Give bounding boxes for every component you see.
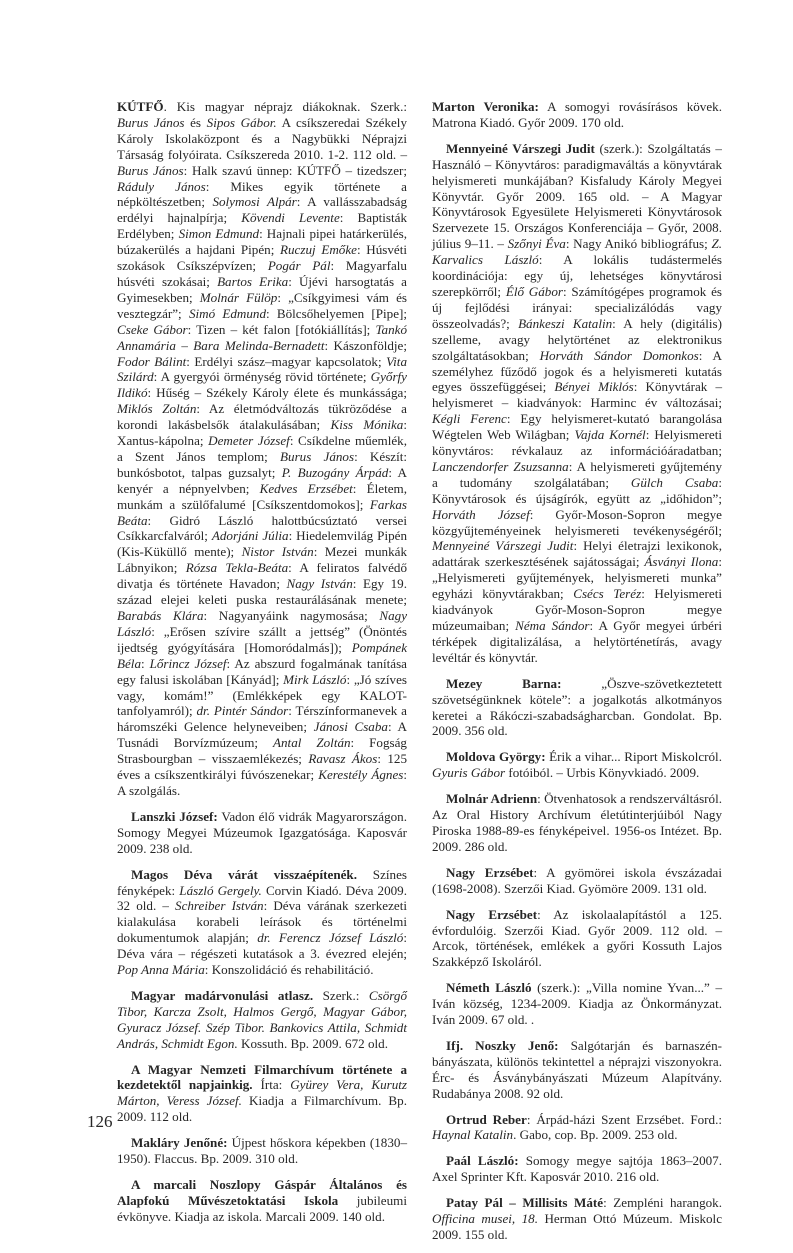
entry-text: (szerk.): Szolgáltatás – Használó – Könyvtáros: paradigmaváltás a könyvtárak helyismereti munkájában? Kisfaludy Károly Megyei Könyvtár. Győr 2009. 165 old. – A Magyar Könyvtárosok Egyesülete Helyismereti Könyvtárosok Szervezete 15. Országos Konferenciája – Győr, 2008. július 9–11. – [432, 140, 722, 252]
entry-name: Sipos Gábor. [206, 114, 277, 130]
entry-name: Nagy László [117, 608, 408, 639]
entry-name: Lőrincz József [149, 655, 227, 671]
entry-text: : Nagyanyáink nagymosása; [203, 608, 380, 623]
bibliography-entry [432, 141, 722, 666]
entry-text: : A kenyér a népnyelvben; [117, 464, 407, 496]
entry-text: Érik a vihar... Riport Miskolcról. [545, 749, 722, 765]
entry-name: Pogár Pál [267, 258, 331, 274]
entry-text: Színes fényképek: [117, 866, 407, 898]
entry-name: dr. Ferencz József László [257, 930, 404, 946]
entry-text: : Az abszurd fogalmának tanítása egy falusi iskolában [Kányád]; [117, 655, 407, 687]
entry-name: Farkas Beáta [117, 496, 407, 528]
entry-text: : Xantus-kápolna; [117, 417, 407, 449]
entry-text: : Tizen – két falon [fotókiállítás]; [187, 321, 376, 337]
bibliography-entry [117, 99, 407, 799]
entry-name: Simó Edmund [188, 305, 266, 321]
entry-name: Győrfy Ildikó [117, 369, 407, 401]
entry-name: Officina musei, 18. [432, 1211, 539, 1227]
bibliography-entry [432, 791, 722, 855]
entry-heading: Moldova György: [446, 749, 546, 765]
entry-text: : „Jó szíves vagy, komám!” (Emlékképek egy KALOT-tanfolyamról); [117, 671, 407, 719]
entry-name: Gyuris Gábor [432, 765, 506, 781]
entry-text: : Újévi harsogtatás a Gyimesekben; [117, 273, 407, 305]
entry-name: Nistor István [241, 544, 314, 560]
entry-name: Vita Szilárd [117, 353, 407, 385]
entry-text: : Könyvtárak – helyismeret – kiadványok: Harminc év változásai; [432, 379, 723, 411]
entry-name: Bényei Miklós [554, 379, 634, 395]
entry-text: : A szolgálás. [117, 767, 408, 798]
entry-name: Jánosi Csaba [313, 719, 388, 735]
entry-heading: Lanszki József: [131, 808, 218, 824]
entry-text: : Helyismereti könyvtáros: révkalauz az információáradatban; [432, 427, 722, 459]
entry-name: Horváth József [432, 506, 530, 522]
entry-text: : A lokális tudástermelés koordinációja: egy új, lehetséges könyvtárosi szerepkörről; [432, 252, 722, 299]
entry-name: P. Buzogány Árpád [281, 464, 389, 480]
bibliography-entry [432, 865, 722, 897]
entry-text: : A személyhez fűződő jogok és a helyismereti kutatás egyes összefüggései; [432, 347, 722, 395]
entry-text: : A gyömörei iskola évszázadai (1698-2008). Szerzői Kiad. Gyömöre 2009. 131 old. [432, 864, 722, 896]
entry-text: „Öszve-szövetkeztetett szövetségünknek kötele”: a jogalkotás alkotmányos keretei a Rákóczi-szabadságharcban. Gondolat. Bp. 2009. 356 old. [432, 675, 722, 739]
bibliography-entry [117, 809, 407, 857]
entry-name: Antal Zoltán [273, 735, 351, 751]
entry-name: Schreiber István [175, 898, 264, 914]
entry-name: Nagy István [286, 576, 353, 592]
entry-name: Haynal Katalin [432, 1127, 514, 1143]
entry-text: : Egy helyismeret-kutató barangolása Wégtelen Web Wilágban; [432, 411, 723, 443]
entry-text: Kossuth. Bp. 2009. 672 old. [237, 1035, 388, 1051]
entry-text: : Magyarfalu húsvéti szokásai; [117, 258, 407, 289]
entry-heading: Magos Déva várát visszaépítenék. [131, 866, 357, 882]
entry-heading: A marcali Noszlopy Gáspár Általános és Alapfokú Művészetoktatási Iskola [117, 1177, 407, 1208]
entry-heading: Ifj. Noszky Jenő: [446, 1037, 559, 1053]
entry-text: : Mikes egyik története a népköltészetben; [117, 178, 407, 210]
entry-text: : Győr-Moson-Sopron megye közgyűjteményeinek helyismereti tevékenységéről; [432, 506, 722, 538]
entry-text: : Húsvéti szokások Csíkszépvízen; [117, 242, 407, 274]
entry-text: : A Tusnádi Borvízmúzeum; [117, 719, 407, 751]
entry-text: Szerk.: [313, 987, 369, 1003]
right-column [432, 99, 722, 1253]
entry-text: : Bölcsőhelyemen [Pipe]; [266, 305, 408, 321]
entry-text: : Baptisták Erdélyben; [117, 210, 408, 242]
entry-name: Miklós Zoltán [117, 401, 197, 417]
entry-text: : Erdélyi szász–magyar kapcsolatok; [186, 353, 387, 369]
entry-text: : A vallásszabadság erdélyi hajnalpírja; [117, 194, 407, 226]
entry-text: (szerk.): „Villa nomine Yvan...” – Iván község, 1234-2009. Kiadja az Önkormányzat. Iván 2009. 67 old. . [432, 980, 722, 1028]
entry-text: : Déva vára – régészeti kutatások a 3. évezred elején; [117, 930, 407, 962]
entry-heading: Németh László [446, 980, 532, 996]
entry-text: : Fogság Strasbourgban – visszaemlékezés; [117, 735, 407, 767]
entry-name: Rózsa Tekla-Beáta [185, 560, 289, 576]
bibliography-entry [432, 99, 722, 131]
entry-name: Cseke Gábor [117, 321, 188, 337]
entry-text: : Hűség – Székely Károly élete és munkássága; [147, 385, 407, 401]
entry-heading: Mezey Barna: [446, 675, 562, 691]
bibliography-entry [117, 867, 407, 978]
entry-text: : Helyismereti kiadványok Győr-Moson-Sopron megye múzeumaiban; [432, 586, 722, 633]
bibliography-entry [432, 1153, 722, 1185]
entry-name: Burus János [117, 162, 184, 178]
entry-name: Z. Karvalics László [432, 236, 722, 268]
entry-name: Ruczuj Emőke [280, 242, 357, 258]
entry-name: Kövendi Levente [241, 210, 340, 226]
entry-text: Herman Ottó Múzeum. Miskolc 2009. 155 old. [432, 1211, 723, 1242]
entry-heading: Nagy Erzsébet [446, 864, 534, 880]
entry-name: Solymosi Alpár [212, 194, 297, 210]
entry-text: : A Győr megyei úrbéri térképek digitalizálása, a helytörténetírás, avagy levéltár és könyvtár. [432, 618, 722, 665]
entry-text: : Térszínformanevek a háromszéki Gelence helyneveiben; [117, 703, 407, 735]
entry-heading: Magyar madárvonulási atlasz. [131, 987, 314, 1003]
entry-text: . Gabo, cop. Bp. 2009. 253 old. [513, 1127, 678, 1143]
entry-text: Corvin Kiadó. Déva 2009. 32 old. – [117, 882, 408, 914]
bibliography-entry [117, 1177, 407, 1225]
entry-text: : Életem, munkám a szülőfalumé [Csíkszentdomokos]; [117, 480, 407, 512]
entry-name: Kedves Erzsébet [259, 480, 353, 496]
entry-name: Tankó Annamária – Bara Melinda-Bernadett [117, 321, 407, 353]
bibliography-entry [432, 676, 722, 740]
entry-name: Mennyeiné Várszegi Judit [432, 538, 574, 554]
entry-text: fotóiból. – Urbis Könyvkiadó. 2009. [505, 765, 700, 781]
entry-text: : Az iskolaalapítástól a 125. évfordulóig. Szerzői Kiad. Győr 2009. 112 old. – Arcok, történések, emlékek a győri Kossuth Lajos Szakképző Iskoláról. [432, 906, 723, 970]
entry-name: Gyürey Vera, Kurutz Márton, Veress József. [117, 1077, 408, 1109]
entry-text: : „Helyismereti gyűjtemények, helyismereti munka” egyházi könyvtárakban; [432, 554, 722, 602]
entry-text: : Árpád-házi Szent Erzsébet. Ford.: [526, 1111, 722, 1127]
entry-name: Barabás Klára [117, 608, 204, 623]
entry-name: Burus János [117, 114, 185, 130]
entry-name: Csécs Teréz [573, 586, 642, 602]
entry-name: Ásványi Ilona [644, 554, 719, 570]
entry-name: Ráduly János [117, 178, 206, 194]
entry-text: : Csíkdelne műemlék, a Szent János templom; [117, 433, 407, 464]
entry-text: : Konszolidáció és rehabilitáció. [204, 962, 374, 978]
entry-text: : „Csíkgyimesi vám és vesztegzár”; [117, 289, 407, 321]
entry-name: Lanczendorfer Zsuzsanna [432, 458, 569, 474]
entry-name: Fodor Bálint [117, 353, 187, 369]
entry-name: Pompánek Béla [117, 639, 407, 671]
entry-text: : Könyvtárosok és újságírók, együtt az „időhidon”; [432, 474, 722, 506]
entry-name: Ravasz Ákos [308, 751, 378, 767]
entry-text: : Egy 19. század elejei keleti puska restaurálásának menete; [117, 576, 407, 608]
entry-heading: Paál László: [446, 1153, 519, 1169]
entry-name: Bánkeszi Katalin [518, 315, 613, 331]
page-number: 126 [87, 1112, 113, 1131]
entry-name: Kiss Mónika [330, 417, 404, 433]
entry-text: : Zempléni harangok. [603, 1195, 722, 1211]
bibliography-entry [432, 907, 722, 971]
entry-name: Simon Edmund [178, 226, 260, 242]
entry-text: : 125 éves a csíkszentkirályi fúvószenekar; [117, 751, 407, 783]
bibliography-entry [117, 1062, 407, 1126]
entry-text: : Kászonföldje; [324, 337, 408, 353]
entry-name: Adorjáni Júlia [211, 528, 289, 544]
entry-name: Kégli Ferenc [432, 411, 507, 427]
entry-name: Szőnyi Éva [507, 236, 566, 252]
entry-heading: Ortrud Reber [446, 1111, 527, 1127]
entry-name: Gülch Csaba [630, 474, 719, 490]
entry-name: Demeter József [208, 433, 290, 449]
bibliography-entry [432, 1195, 722, 1243]
entry-text: : Helyi életrajzi lexikonok, adattárak szerkesztésének sajátosságai; [432, 538, 722, 570]
entry-text: : Számítógépes programok és új fejlődési irányai: specializálódás vagy összeolvadás?; [432, 283, 722, 331]
entry-name: Élő Gábor [505, 283, 563, 299]
bibliography-entry [117, 1135, 407, 1167]
entry-text: Újpest hőskora képekben (1830–1950). Flaccus. Bp. 2009. 310 old. [117, 1135, 407, 1167]
bibliography-entry [432, 1112, 722, 1144]
entry-text: Kiadja a Filmarchívum. Bp. 2009. 112 old. [117, 1093, 407, 1125]
entry-text: és [184, 114, 207, 130]
entry-name: Molnár Fülöp [199, 289, 278, 305]
entry-text: Salgótarján és barnaszén-bányászata, különös tekintettel a néprajzi viszonyokra. Érc- és Ásványbányászati Múzeum Alapítvány. Rudabánya 2008. 92 old. [432, 1037, 722, 1101]
entry-text: : Az életmódváltozás tükröződése a korondi lakásbelsők átalakulásában; [117, 401, 407, 433]
entry-text: : Halk szavú ünnep: KÚTFŐ – tizedszer; [183, 162, 407, 178]
entry-name: Vajda Kornél [574, 427, 646, 443]
entry-text: Írta: [252, 1077, 291, 1093]
entry-text: : Hajnali pipei határkerülés, búzakerülés a hajdani Pipén; [117, 226, 408, 258]
entry-name: Burus János [280, 448, 355, 464]
entry-text: Vadon élő vidrák Magyarországon. Somogy Megyei Múzeumok Igazgatósága. Kaposvár 2009. 238 old. [117, 808, 407, 856]
entry-text: : [141, 655, 150, 671]
entry-heading: KÚTFŐ [117, 99, 164, 114]
entry-heading: Marton Veronika: [432, 99, 539, 114]
entry-heading: Makláry Jenőné: [131, 1135, 228, 1151]
entry-name: dr. Pintér Sándor [196, 703, 289, 719]
entry-text: : Ötvenhatosok a rendszerváltásról. Az Oral History Archívum életútinterjúiból Nagy Piroska 1988-89-es fényképeivel. 1956-os Intézet. Bp. 2009. 286 old. [432, 791, 722, 854]
entry-name: László Gergely. [179, 882, 262, 898]
entry-heading: Nagy Erzsébet [446, 906, 538, 922]
entry-text: : A hely (digitális) szelleme, avagy helytörténet az elektronikus szolgáltatásokban; [432, 315, 722, 363]
entry-name: Kerestély Ágnes [318, 767, 404, 783]
entry-text: Somogy megye sajtója 1863–2007. Axel Sprinter Kft. Kaposvár 2010. 216 old. [432, 1153, 722, 1185]
entry-text: : A gyergyói örménység rövid története; [153, 369, 371, 385]
entry-text: jubileumi évkönyve. Kiadja az iskola. Marcali 2009. 140 old. [117, 1192, 407, 1224]
entry-name: Pop Anna Mária [117, 962, 205, 978]
entry-text: . Kis magyar néprajz diákoknak. Szerk.: [163, 99, 407, 114]
entry-text: : Gidró László halottbúcsúztató versei Csíkkarcfalváról; [117, 512, 407, 544]
entry-text: A csíkszeredai Székely Károly Iskolaközpont és a Nagybükki Néprajzi Társaság folyóirata. Csíkszereda 2010. 1-2. 112 old. – [117, 114, 407, 162]
entry-text: A somogyi rovásírásos kövek. Matrona Kiadó. Győr 2009. 170 old. [432, 99, 722, 130]
entry-name: Csörgő Tibor, Karcza Zsolt, Halmos Gergő, Magyar Gábor, Gyuracz József. Szép Tibor. Bankovics Attila, Schmidt András, Schmidt Egon. [117, 987, 407, 1051]
bibliography-entry [432, 980, 722, 1028]
entry-text: : Mezei munkák Lábnyikon; [117, 544, 407, 576]
entry-name: Horváth Sándor Domonkos [539, 347, 699, 363]
bibliography-entry [432, 1038, 722, 1102]
bibliography-entry [117, 988, 407, 1052]
entry-heading: A Magyar Nemzeti Filmarchívum története a kezdetektől napjainkig. [117, 1061, 407, 1093]
entry-heading: Molnár Adrienn [446, 791, 538, 807]
entry-text: : A helyismereti gyűjtemény a tudomány szolgálatában; [432, 458, 722, 490]
entry-text: : Nagy Anikó bibliográfus; [565, 236, 712, 252]
entry-name: Mirk László [283, 671, 347, 687]
left-column [117, 99, 407, 1235]
entry-text: : „Erősen szívire szállt a jettség” (Önöntés ijedtség gyógyítására [Homoródalmás]); [117, 623, 407, 655]
entry-name: Néma Sándor [515, 618, 590, 633]
entry-text: : Hiedelemvilág Pipén (Kis-Küküllő mente); [117, 528, 408, 560]
entry-text: : Déva várának szerkezeti kialakulása korabeli leírások és történelmi dokumentumok alapján; [117, 898, 407, 946]
bibliography-entry [432, 749, 722, 781]
entry-text: : A feliratos falvédő divatja és története Havadon; [117, 560, 407, 592]
entry-text: : Készít: bunkósbotot, talpas guzsalyt; [117, 448, 408, 480]
entry-heading: Patay Pál – Millisits Máté [446, 1195, 604, 1211]
entry-heading: Mennyeiné Várszegi Judit [446, 140, 595, 156]
entry-name: Bartos Erika [217, 273, 289, 289]
